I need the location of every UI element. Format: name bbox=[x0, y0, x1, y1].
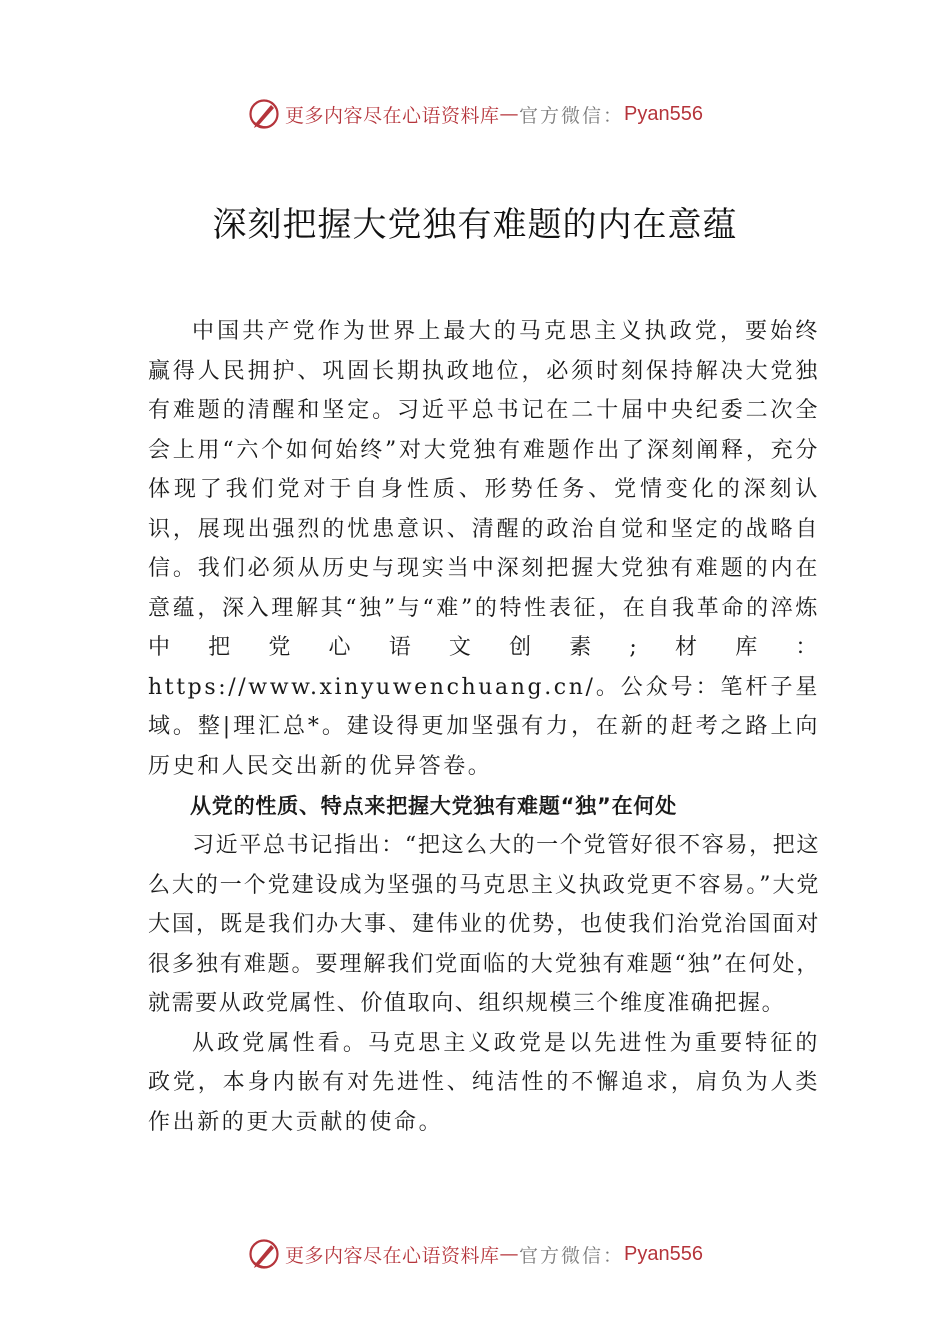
body-paragraph: 习近平总书记指出：“把这么大的一个党管好很不容易，把这么大的一个党建设成为坚强的马克思主义执政党更不容易。”大党大国，既是我们办大事、建伟业的优势，也使我们治党治国面对很多独有难题。要理解我们党面临的大党独有难题“独”在何处，就需要从政党属性、价值取向、组织规模三个维度准确把握。 bbox=[148, 833, 820, 1016]
pen-in-circle-icon bbox=[247, 97, 281, 131]
intro-paragraph: 中国共产党作为世界上最大的马克思主义执政党，要始终赢得人民拥护、巩固长期执政地位，必须时刻保持解决大党独有难题的清醒和坚定。习近平总书记在二十届中央纪委二次全会上用“六个如何始终”对大党独有难题作出了深刻阐释，充分体现了我们党对于自身性质、形势任务、党情变化的深刻认识，展现出强烈的忧患意识、清醒的政治自觉和坚定的战略自信。我们必须从历史与现实当中深刻把握大党独有难题的内在意蕴，深入理解其“独”与“难”的特性表征，在自我革命的淬炼中把党心语文创素;材库：https://www.xinyuwenchuang.cn/。公众号：笔杆子星域。整|理汇总*。建设得更加坚强有力，在新的赶考之路上向历史和人民交出新的优异答卷。 bbox=[148, 319, 820, 779]
banner-wechat-label: 官方微信： bbox=[519, 1244, 625, 1267]
banner-separator: — bbox=[499, 1243, 520, 1265]
banner-wechat-id: Pyan556 bbox=[624, 1242, 703, 1265]
footer-banner bbox=[0, 1232, 950, 1276]
banner-brand-text: 更多内容尽在心语资料库 bbox=[285, 104, 500, 127]
document-body bbox=[148, 312, 820, 1142]
banner-separator: — bbox=[499, 103, 520, 125]
header-banner bbox=[0, 92, 950, 136]
section-heading: 从党的性质、特点来把握大党独有难题“独”在何处 bbox=[190, 794, 678, 818]
banner-brand-text: 更多内容尽在心语资料库 bbox=[285, 1244, 500, 1267]
banner-wechat-id: Pyan556 bbox=[624, 102, 703, 125]
pen-in-circle-icon bbox=[247, 1237, 281, 1271]
banner-wechat-label: 官方微信： bbox=[519, 104, 625, 127]
body-paragraph: 从政党属性看。马克思主义政党是以先进性为重要特征的政党，本身内嵌有对先进性、纯洁性的不懈追求，肩负为人类作出新的更大贡献的使命。 bbox=[148, 1030, 820, 1135]
document-title: 深刻把握大党独有难题的内在意蕴 bbox=[212, 205, 738, 245]
